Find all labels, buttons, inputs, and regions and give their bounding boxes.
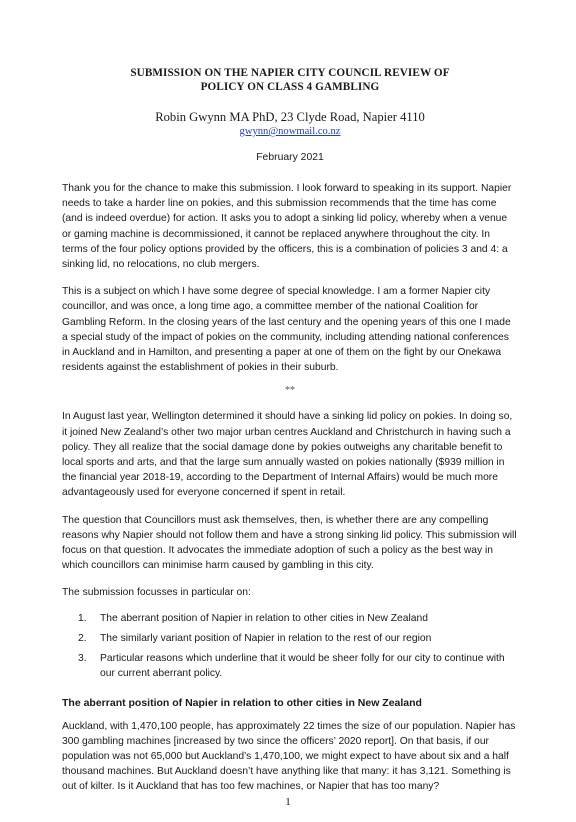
paragraph-background: This is a subject on which I have some degree of special knowledge. I am a former Napier city councillor, and was once, a long time ago, a committee member of the national Coalition for Gambling Reform. In the closing years of the last century and the opening years of this one I made a special study of the impact of pokies on the community, including attending national conferences in Auckland and in Hamilton, and presenting a paper at one of them on the fight by our Onekawa residents against the establishment of pokies in their suburb.	[62, 286, 511, 374]
list-item-text: The similarly variant position of Napier in relation to the rest of our region	[100, 632, 432, 644]
paragraph-auckland: Auckland, with 1,470,100 people, has approximately 22 times the size of our population. Napier has 300 gambling machines [increased by two since the officers’ 2020 report]. On that basis, if our population was not 65,000 but Auckland’s 1,470,100, we might expect to have about six and a half thousand machines. But Auckland doesn’t have anything like that many: it has 3,121. Something is out of kilter. Is it Auckland that has too few machines, or Napier that has too many?	[62, 720, 516, 793]
author-line: Robin Gwynn MA PhD, 23 Clyde Road, Napier 4110	[155, 110, 425, 124]
list-item	[62, 611, 518, 626]
paragraph-question: The question that Councillors must ask themselves, then, is whether there are any compelling reasons why Napier should not follow them and have a strong sinking lid policy. This submission will focus on that question. It advocates the immediate adoption of such a policy as the best way in which councillors can minimise harm caused by gambling in this city.	[62, 514, 517, 572]
section-heading: The aberrant position of Napier in relation to other cities in New Zealand	[62, 696, 422, 709]
title-line-1: SUBMISSION ON THE NAPIER CITY COUNCIL REVIEW OF	[130, 67, 450, 79]
list-item-number: 3.	[78, 652, 87, 664]
list-item	[62, 651, 518, 681]
paragraph-focus-intro: The submission focusses in particular on:	[62, 587, 251, 599]
paragraph-intro: Thank you for the chance to make this submission. I look forward to speaking in its support. Napier needs to take a harder line on pokies, and this submission recommends that the time has come (and is indeed overdue) for action. It asks you to adopt a sinking lid policy, whereby when a venue or gaming machine is decommissioned, it cannot be replaced anywhere throughout the city. In terms of the four policy options provided by the officers, this is a combination of policies 3 and 4: a sinking lid, no relocations, no club mergers.	[62, 183, 512, 271]
page-number: 1	[285, 797, 291, 808]
list-item-number: 2.	[78, 632, 87, 644]
document-title	[62, 66, 518, 94]
section-separator: **	[285, 385, 295, 397]
list-item-text: The aberrant position of Napier in relation to other cities in New Zealand	[100, 612, 428, 624]
paragraph-wellington: In August last year, Wellington determined it should have a sinking lid policy on pokies. In doing so, it joined New Zealand’s other two major urban centres Auckland and Christchurch in having such a policy. They all realize that the social damage done by pokies outweighs any charitable benefit to local sports and arts, and that the large sum annually wasted on pokies nationally ($939 million in the financial year 2018-19, according to the Department of Internal Affairs) would be much more advantageously used for everyone concerned if spent in retail.	[62, 411, 513, 499]
title-line-2: POLICY ON CLASS 4 GAMBLING	[200, 81, 380, 93]
list-item-number: 1.	[78, 612, 87, 624]
author-email-link[interactable]: gwynn@nowmail.co.nz	[239, 126, 341, 137]
submission-date: February 2021	[256, 152, 324, 163]
list-item-text: Particular reasons which underline that it would be sheer folly for our city to continue with our current aberrant policy.	[100, 652, 505, 679]
focus-list	[62, 611, 518, 681]
list-item	[62, 631, 518, 646]
